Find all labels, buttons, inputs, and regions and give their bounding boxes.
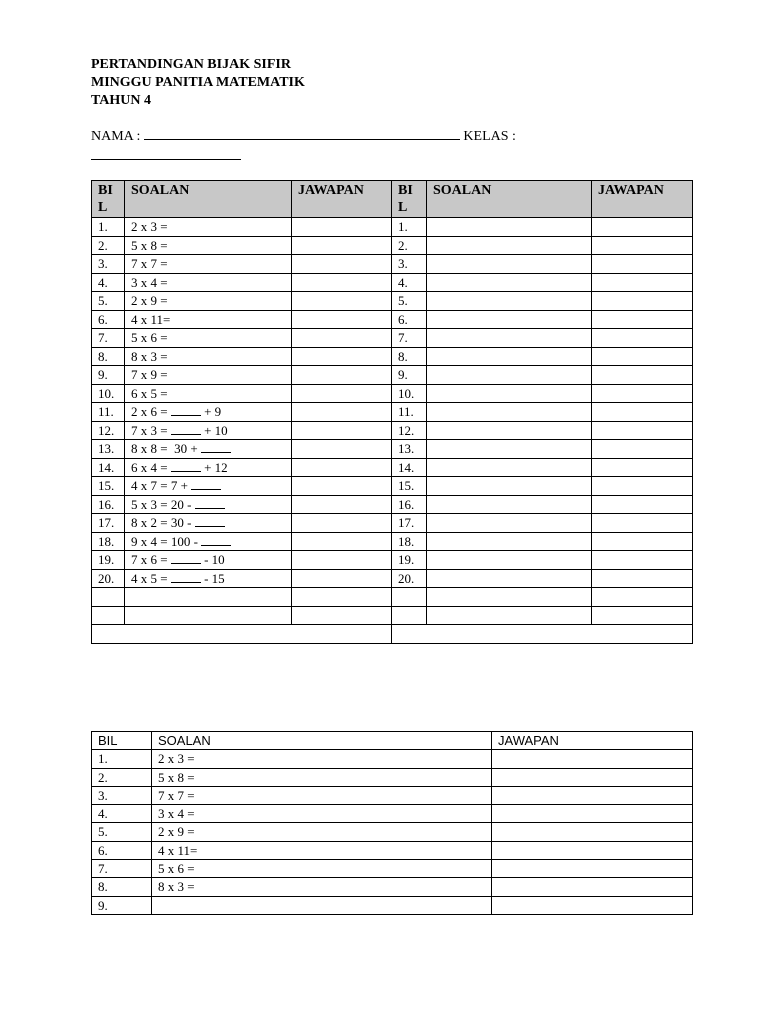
jawapan-cell[interactable] (492, 805, 693, 823)
soalan-cell (427, 440, 592, 459)
bil-cell: 9. (92, 896, 152, 914)
soalan-cell (427, 495, 592, 514)
heading-line-3: TAHUN 4 (91, 93, 152, 108)
soalan-cell (427, 403, 592, 422)
jawapan-cell[interactable] (292, 292, 392, 311)
document-heading (91, 56, 305, 110)
soalan-cell: 7 x 7 = (152, 786, 492, 804)
header-bil: BI L (392, 181, 427, 218)
table-row (92, 878, 693, 896)
table-header-row (92, 181, 693, 218)
jawapan-cell[interactable] (292, 569, 392, 588)
blank-line (171, 571, 201, 583)
table-row (92, 329, 693, 348)
jawapan-cell[interactable] (292, 403, 392, 422)
table-row-empty (92, 606, 693, 625)
soalan-cell: 8 x 3 = (152, 878, 492, 896)
question-text: 4 x 7 = 7 + (131, 478, 192, 493)
bil-cell: 4. (92, 273, 125, 292)
soalan-cell (427, 569, 592, 588)
header-jawapan: JAWAPAN (292, 181, 392, 218)
jawapan-cell[interactable] (292, 310, 392, 329)
soalan-cell (125, 495, 292, 514)
jawapan-cell[interactable] (292, 255, 392, 274)
bil-cell: 8. (392, 347, 427, 366)
jawapan-cell[interactable] (592, 440, 693, 459)
empty-cell[interactable] (592, 606, 693, 625)
soalan-cell (427, 255, 592, 274)
bil-cell: 1. (92, 750, 152, 768)
table-row (92, 347, 693, 366)
jawapan-cell[interactable] (292, 421, 392, 440)
table-row (92, 440, 693, 459)
jawapan-cell[interactable] (592, 384, 693, 403)
jawapan-cell[interactable] (492, 823, 693, 841)
blank-line (171, 423, 201, 435)
bil-cell: 5. (92, 823, 152, 841)
blank-line (201, 534, 231, 546)
empty-cell (392, 588, 427, 607)
table-row (92, 768, 693, 786)
empty-cell[interactable] (592, 588, 693, 607)
jawapan-cell[interactable] (592, 273, 693, 292)
soalan-cell (427, 236, 592, 255)
jawapan-cell[interactable] (292, 347, 392, 366)
jawapan-cell[interactable] (292, 329, 392, 348)
bil-cell: 1. (392, 218, 427, 237)
table-row (92, 366, 693, 385)
jawapan-cell[interactable] (592, 347, 693, 366)
soalan-cell: 2 x 3 = (152, 750, 492, 768)
question-text: 8 x 2 = 30 - (131, 515, 195, 530)
bil-cell: 14. (92, 458, 125, 477)
soalan-cell: 2 x 9 = (152, 823, 492, 841)
soalan-cell (125, 403, 292, 422)
bil-cell: 5. (92, 292, 125, 311)
jawapan-cell[interactable] (592, 569, 693, 588)
jawapan-cell[interactable] (492, 860, 693, 878)
soalan-cell (125, 569, 292, 588)
question-table-main (91, 180, 693, 644)
nama-label: NAMA : (91, 129, 141, 144)
jawapan-cell[interactable] (292, 440, 392, 459)
soalan-cell: 5 x 6 = (125, 329, 292, 348)
bil-cell: 15. (392, 477, 427, 496)
blank-line (195, 515, 225, 527)
jawapan-cell[interactable] (492, 768, 693, 786)
bil-cell: 12. (92, 421, 125, 440)
header-bil: BI L (92, 181, 125, 218)
table-row (92, 403, 693, 422)
empty-cell (125, 606, 292, 625)
bil-cell: 20. (92, 569, 125, 588)
soalan-cell (427, 514, 592, 533)
soalan-cell: 4 x 11= (152, 841, 492, 859)
table-row (92, 477, 693, 496)
jawapan-cell[interactable] (292, 477, 392, 496)
footer-cell (392, 625, 693, 644)
bil-cell: 12. (392, 421, 427, 440)
bil-cell: 19. (392, 551, 427, 570)
jawapan-cell[interactable] (592, 532, 693, 551)
jawapan-cell[interactable] (592, 366, 693, 385)
jawapan-cell[interactable] (592, 218, 693, 237)
bil-cell: 18. (92, 532, 125, 551)
bil-cell: 20. (392, 569, 427, 588)
jawapan-cell[interactable] (592, 329, 693, 348)
table-row (92, 896, 693, 914)
jawapan-cell[interactable] (292, 384, 392, 403)
table-row (92, 551, 693, 570)
bil-cell: 2. (92, 768, 152, 786)
table-row (92, 514, 693, 533)
table-row-empty (92, 588, 693, 607)
soalan-cell (427, 329, 592, 348)
question-text: + 9 (200, 404, 222, 419)
bil-cell: 7. (92, 860, 152, 878)
bil-cell: 10. (92, 384, 125, 403)
table-row (92, 786, 693, 804)
bil-cell: 1. (92, 218, 125, 237)
bil-cell: 15. (92, 477, 125, 496)
header-soalan: SOALAN (125, 181, 292, 218)
bil-cell: 17. (92, 514, 125, 533)
soalan-cell (125, 421, 292, 440)
jawapan-cell[interactable] (292, 273, 392, 292)
soalan-cell: 3 x 4 = (152, 805, 492, 823)
bil-cell: 6. (392, 310, 427, 329)
jawapan-cell[interactable] (592, 458, 693, 477)
blank-line (195, 497, 225, 509)
bil-cell: 11. (392, 403, 427, 422)
jawapan-cell[interactable] (592, 292, 693, 311)
soalan-cell (427, 292, 592, 311)
bil-cell: 7. (92, 329, 125, 348)
question-text: 5 x 3 = 20 - (131, 496, 195, 512)
jawapan-cell[interactable] (592, 514, 693, 533)
kelas-field[interactable] (91, 159, 241, 160)
empty-cell (92, 606, 125, 625)
jawapan-cell[interactable] (292, 218, 392, 237)
jawapan-cell[interactable] (592, 495, 693, 514)
question-text: 8 x 8 = 30 + (131, 441, 201, 456)
blank-line (171, 552, 201, 564)
bil-cell: 3. (92, 255, 125, 274)
question-text: 9 x 4 = 100 - (131, 533, 202, 549)
soalan-cell (427, 273, 592, 292)
bil-cell: 16. (92, 495, 125, 514)
table-footer-row (92, 625, 693, 644)
bil-cell: 8. (92, 878, 152, 896)
bil-cell: 13. (92, 440, 125, 459)
table-row (92, 310, 693, 329)
jawapan-cell[interactable] (292, 458, 392, 477)
table-row (92, 273, 693, 292)
soalan-cell (125, 532, 292, 551)
empty-cell (427, 588, 592, 607)
bil-cell: 19. (92, 551, 125, 570)
empty-cell (125, 588, 292, 607)
table-row (92, 458, 693, 477)
blank-line (171, 460, 201, 472)
question-text: 7 x 6 = (131, 552, 171, 567)
bil-cell: 4. (392, 273, 427, 292)
soalan-cell (125, 458, 292, 477)
jawapan-cell[interactable] (292, 532, 392, 551)
table-row (92, 841, 693, 859)
soalan-cell: 8 x 3 = (125, 347, 292, 366)
jawapan-cell[interactable] (292, 551, 392, 570)
table-row (92, 860, 693, 878)
header-soalan: SOALAN (427, 181, 592, 218)
kelas-label: KELAS : (463, 129, 516, 144)
bil-cell: 6. (92, 841, 152, 859)
empty-cell[interactable] (292, 606, 392, 625)
bil-cell: 2. (92, 236, 125, 255)
table-row (92, 292, 693, 311)
soalan-cell: 2 x 9 = (125, 292, 292, 311)
soalan-cell: 7 x 9 = (125, 366, 292, 385)
table-row (92, 532, 693, 551)
jawapan-cell[interactable] (492, 750, 693, 768)
heading-line-1: PERTANDINGAN BIJAK SIFIR (91, 57, 291, 72)
jawapan-cell[interactable] (492, 878, 693, 896)
question-table-secondary (91, 731, 693, 915)
soalan-cell (427, 477, 592, 496)
table-row (92, 255, 693, 274)
table-header-row (92, 732, 693, 750)
soalan-cell: 2 x 3 = (125, 218, 292, 237)
question-text: - 10 (200, 552, 225, 567)
nama-field[interactable] (144, 127, 460, 140)
question-text: 7 x 3 = (131, 422, 171, 438)
soalan-cell (427, 310, 592, 329)
soalan-cell: 4 x 11= (125, 310, 292, 329)
bil-cell: 18. (392, 532, 427, 551)
table-row (92, 805, 693, 823)
jawapan-cell[interactable] (492, 896, 693, 914)
soalan-cell: 7 x 7 = (125, 255, 292, 274)
bil-cell: 2. (392, 236, 427, 255)
soalan-cell: 3 x 4 = (125, 273, 292, 292)
soalan-cell (125, 551, 292, 570)
jawapan-cell[interactable] (592, 236, 693, 255)
bil-cell: 8. (92, 347, 125, 366)
bil-cell: 17. (392, 514, 427, 533)
table-row (92, 384, 693, 403)
table-row (92, 823, 693, 841)
soalan-cell (427, 218, 592, 237)
soalan-cell: 5 x 8 = (125, 236, 292, 255)
bil-cell: 3. (92, 786, 152, 804)
blank-line (201, 441, 231, 453)
table-row (92, 218, 693, 237)
bil-cell: 4. (92, 805, 152, 823)
bil-cell: 16. (392, 495, 427, 514)
table-row (92, 236, 693, 255)
heading-line-2: MINGGU PANITIA MATEMATIK (91, 75, 305, 90)
soalan-cell: 5 x 6 = (152, 860, 492, 878)
soalan-cell (125, 477, 292, 496)
soalan-cell (427, 347, 592, 366)
jawapan-cell[interactable] (592, 255, 693, 274)
jawapan-cell[interactable] (592, 403, 693, 422)
footer-cell (92, 625, 392, 644)
soalan-cell (427, 421, 592, 440)
blank-line (171, 404, 201, 416)
table-row (92, 495, 693, 514)
empty-cell (392, 606, 427, 625)
bil-cell: 13. (392, 440, 427, 459)
soalan-cell (152, 896, 492, 914)
bil-cell: 5. (392, 292, 427, 311)
table-row (92, 569, 693, 588)
jawapan-cell[interactable] (292, 236, 392, 255)
soalan-cell (427, 458, 592, 477)
table-row (92, 421, 693, 440)
bil-cell: 7. (392, 329, 427, 348)
bil-cell: 9. (392, 366, 427, 385)
soalan-cell (125, 514, 292, 533)
question-text: 6 x 4 = (131, 459, 171, 475)
bil-cell: 11. (92, 403, 125, 422)
name-class-line (91, 127, 516, 145)
table-row (92, 750, 693, 768)
blank-line (191, 478, 221, 490)
bil-cell: 6. (92, 310, 125, 329)
header-jawapan: JAWAPAN (592, 181, 693, 218)
bil-cell: 3. (392, 255, 427, 274)
jawapan-cell[interactable] (592, 551, 693, 570)
soalan-cell: 6 x 5 = (125, 384, 292, 403)
jawapan-cell[interactable] (592, 477, 693, 496)
question-text: 4 x 5 = (131, 570, 171, 586)
question-text: + 12 (200, 459, 228, 475)
jawapan-cell[interactable] (492, 786, 693, 804)
soalan-cell (125, 440, 292, 459)
empty-cell[interactable] (292, 588, 392, 607)
soalan-cell (427, 532, 592, 551)
empty-cell (427, 606, 592, 625)
question-text: + 10 (200, 422, 228, 438)
bil-cell: 14. (392, 458, 427, 477)
question-text: - 15 (200, 570, 225, 586)
soalan-cell: 5 x 8 = (152, 768, 492, 786)
header-bil: BIL (92, 732, 152, 750)
jawapan-cell[interactable] (592, 310, 693, 329)
jawapan-cell[interactable] (292, 514, 392, 533)
soalan-cell (427, 551, 592, 570)
jawapan-cell[interactable] (592, 421, 693, 440)
soalan-cell (427, 366, 592, 385)
bil-cell: 10. (392, 384, 427, 403)
jawapan-cell[interactable] (492, 841, 693, 859)
empty-cell (92, 588, 125, 607)
jawapan-cell[interactable] (292, 366, 392, 385)
header-soalan: SOALAN (152, 732, 492, 750)
soalan-cell (427, 384, 592, 403)
question-text: 2 x 6 = (131, 404, 171, 419)
header-jawapan: JAWAPAN (492, 732, 693, 750)
jawapan-cell[interactable] (292, 495, 392, 514)
bil-cell: 9. (92, 366, 125, 385)
